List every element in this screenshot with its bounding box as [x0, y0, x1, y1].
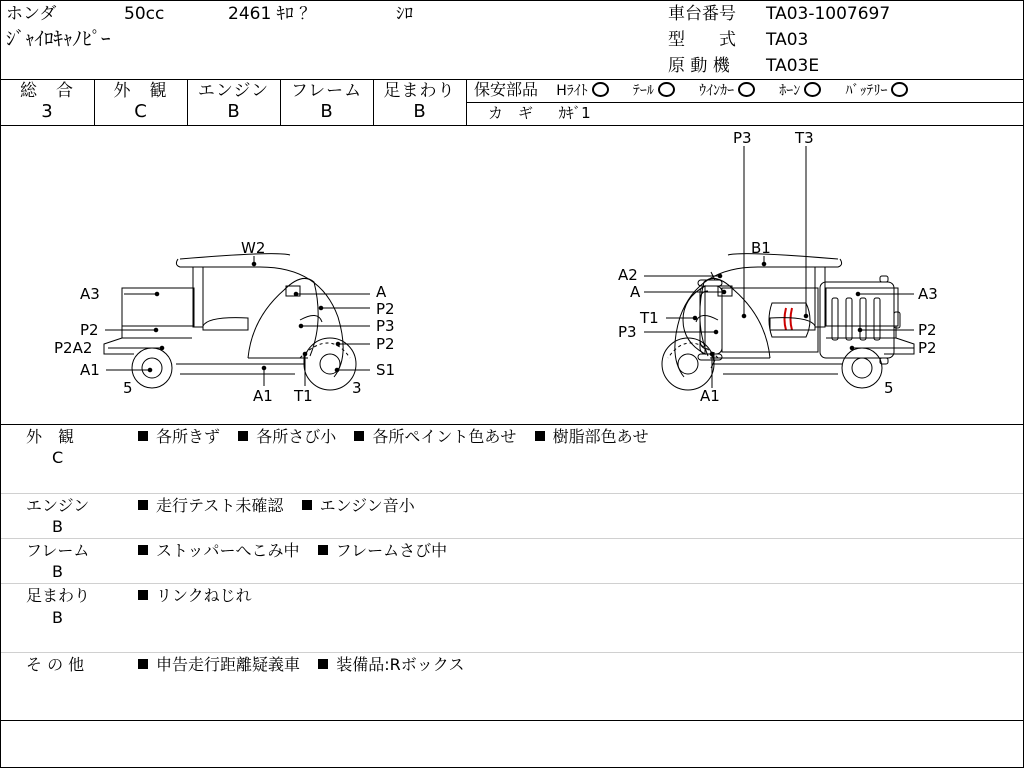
grade-value: C [134, 101, 147, 122]
left-label: P2A2 [54, 339, 93, 357]
left-label: W2 [241, 239, 266, 257]
section-grade: C [52, 448, 64, 467]
grade-label: エンジン [197, 81, 270, 101]
note-item: 樹脂部色あせ [552, 427, 649, 446]
model-type-value: TA03 [766, 30, 809, 50]
note-item: 走行テスト未確認 [156, 496, 284, 515]
left-label: A1 [253, 387, 273, 405]
section-grade: B [52, 517, 63, 536]
key-value: ｶｷﾞ1 [558, 104, 591, 122]
key-label: カ ギ [488, 104, 534, 122]
maker: ホンダ [6, 4, 57, 24]
frame-number-value: TA03-1007697 [766, 4, 891, 24]
model-type-label: 型 式 [668, 30, 736, 50]
left-label: P2 [376, 300, 395, 318]
engine-type-label: 原 動 機 [668, 56, 730, 76]
left-label: 5 [123, 379, 133, 397]
section-label: 足まわり [26, 586, 91, 605]
right-label: P3 [618, 323, 637, 341]
note-item: リンクねじれ [156, 586, 252, 605]
mileage: 2461 ｷﾛ ？ [228, 4, 317, 24]
safety-item-headlight: Hﾗｲﾄ [556, 83, 588, 99]
section-label: 外 観 [26, 427, 75, 446]
left-label: S1 [376, 361, 396, 379]
right-label: A2 [618, 266, 638, 284]
grade-label: 足まわり [383, 81, 456, 101]
left-label: P2 [376, 335, 395, 353]
note-item: ストッパーへこみ中 [156, 541, 300, 560]
frame-number-label: 車台番号 [668, 4, 736, 24]
section-grade: B [52, 562, 63, 581]
grade-label: フレーム [290, 81, 363, 101]
note-item: 各所ペイント色あせ [372, 427, 517, 446]
right-label: A [630, 283, 641, 301]
note-item: 装備品:Rボックス [336, 655, 465, 674]
right-label: P2 [918, 339, 937, 357]
note-item: 各所きず [156, 427, 221, 446]
left-label: A3 [80, 285, 100, 303]
model-name: ｼﾞｬｲﾛｷｬﾉﾋﾟｰ [6, 28, 111, 50]
note-item: フレームさび中 [335, 541, 448, 560]
displacement: 50cc [124, 4, 165, 24]
top-label: T3 [795, 129, 814, 147]
top-label: T1 [640, 309, 659, 327]
grade-value: 3 [41, 101, 53, 122]
safety-item-winker: ｳｲﾝｶｰ [699, 83, 735, 99]
grade-label: 総 合 [20, 81, 74, 101]
right-label: B1 [751, 239, 771, 257]
color: ｼﾛ [396, 4, 413, 24]
safety-item-tail: ﾃｰﾙ [632, 83, 654, 99]
section-label: フレーム [26, 541, 90, 560]
right-label: A1 [700, 387, 720, 405]
section-label: そ の 他 [26, 655, 85, 674]
engine-type-value: TA03E [766, 56, 820, 76]
left-label: A [376, 283, 387, 301]
top-label: P3 [733, 129, 752, 147]
right-label: 5 [884, 379, 894, 397]
note-item: エンジン音小 [319, 496, 415, 515]
left-label: P3 [376, 317, 395, 335]
grade-value: B [227, 101, 240, 122]
safety-parts-label: 保安部品 [474, 80, 539, 99]
grade-label: 外 観 [113, 81, 168, 101]
grade-value: B [320, 101, 333, 122]
note-item: 申告走行距離疑義車 [156, 655, 301, 674]
section-label: エンジン [26, 496, 90, 515]
grade-value: B [413, 101, 426, 122]
safety-item-horn: ﾎｰﾝ [779, 83, 801, 99]
note-item: 各所さび小 [256, 427, 337, 446]
left-label: 3 [352, 379, 362, 397]
right-label: A3 [918, 285, 938, 303]
section-grade: B [52, 608, 63, 627]
left-label: P2 [80, 321, 99, 339]
safety-item-battery: ﾊﾞｯﾃﾘｰ [845, 83, 888, 99]
left-label: T1 [294, 387, 313, 405]
right-label: P2 [918, 321, 937, 339]
left-label: A1 [80, 361, 100, 379]
